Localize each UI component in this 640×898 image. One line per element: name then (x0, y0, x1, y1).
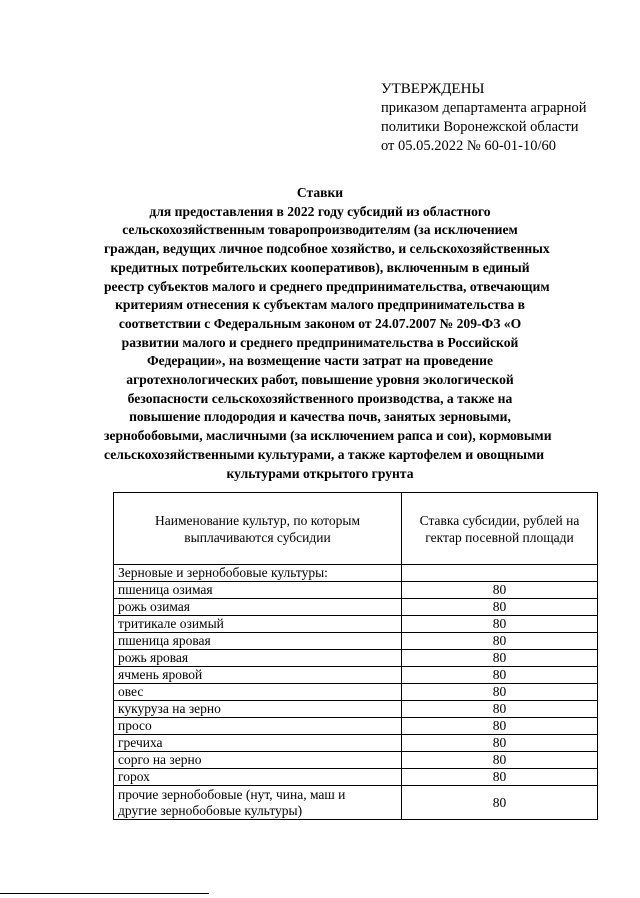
title-line: зернобобовыми, масличными (за исключением рапса и сои), кормовыми (104, 428, 552, 444)
group-label: Зерновые и зернобобовые культуры: (114, 565, 402, 582)
table-row (114, 684, 598, 701)
subsidy-rate: 80 (402, 718, 598, 735)
title-line: агротехнологических работ, повышение уровня экологической (126, 372, 514, 388)
title-line: развитии малого и среднего предпринимательства в Российской (121, 334, 519, 350)
subsidy-rate: 80 (402, 582, 598, 599)
crop-name: ячмень яровой (114, 667, 402, 684)
approval-line: от 05.05.2022 № 60-01-10/60 (381, 138, 557, 154)
table-row (114, 616, 598, 633)
title-line: критериям отнесения к субъектам малого предпринимательства в (115, 297, 525, 313)
title-line: реестр субъектов малого и среднего предпринимательства, отвечающим (104, 278, 550, 294)
subsidy-rate: 80 (402, 650, 598, 667)
table-header-row (114, 493, 598, 565)
subsidy-rate: 80 (402, 633, 598, 650)
title-line: культурами открытого грунта (226, 465, 414, 481)
approval-heading: УТВЕРЖДЕНЫ (381, 81, 485, 97)
crop-name: тритикале озимый (114, 616, 402, 633)
approval-line: политики Воронежской области (381, 119, 579, 135)
document-title (104, 184, 552, 483)
table-group-row (114, 565, 598, 582)
crop-name: пшеница яровая (114, 633, 402, 650)
header-text: Наименование культур, по которым (155, 512, 360, 528)
group-rate-empty (402, 565, 598, 582)
title-line: Федерации», на возмещение части затрат на проведение (146, 353, 494, 369)
table-row (114, 718, 598, 735)
subsidy-rate: 80 (402, 786, 598, 820)
approval-stamp (381, 80, 621, 156)
title-heading: Ставки (296, 185, 344, 200)
crop-name-line: прочие зернобобовые (нут, чина, маш и (118, 786, 346, 802)
crop-name: сорго на зерно (114, 752, 402, 769)
crop-name: рожь яровая (114, 650, 402, 667)
table-row (114, 752, 598, 769)
approval-line: приказом департамента аграрной (381, 100, 587, 116)
table-row (114, 667, 598, 684)
subsidy-rate: 80 (402, 769, 598, 786)
table-row (114, 582, 598, 599)
title-line: граждан, ведущих личное подсобное хозяйство, и сельскохозяйственных (104, 241, 550, 257)
crop-name: гречиха (114, 735, 402, 752)
subsidy-rate: 80 (402, 752, 598, 769)
table-row (114, 735, 598, 752)
footnote-divider (0, 893, 209, 894)
crop-name: кукуруза на зерно (114, 701, 402, 718)
table-row (114, 599, 598, 616)
crop-name: горох (114, 769, 402, 786)
title-line: кредитных потребительских кооперативов), включенным в единый (110, 259, 530, 275)
crop-name: пшеница озимая (114, 582, 402, 599)
subsidy-rate: 80 (402, 599, 598, 616)
subsidy-rate: 80 (402, 701, 598, 718)
table-row (114, 786, 598, 820)
crop-name: просо (114, 718, 402, 735)
header-rate (402, 493, 598, 565)
header-crop-name (114, 493, 402, 565)
title-line: повышение плодородия и качества почв, занятых зерновыми, (129, 409, 511, 425)
subsidy-rate: 80 (402, 684, 598, 701)
crop-name (114, 786, 402, 820)
header-text: выплачиваются субсидии (184, 529, 331, 545)
title-line: соответствии с Федеральным законом от 24.07.2007 № 209-ФЗ «О (118, 315, 522, 331)
crop-name-line: другие зернобобовые культуры) (118, 802, 303, 818)
title-line: сельскохозяйственными культурами, а также картофелем и овощными (104, 446, 545, 462)
subsidy-rate: 80 (402, 667, 598, 684)
crop-name: рожь озимая (114, 599, 402, 616)
table-row (114, 769, 598, 786)
subsidy-rate: 80 (402, 735, 598, 752)
header-text: гектар посевной площади (425, 529, 574, 545)
table-row (114, 650, 598, 667)
table-row (114, 701, 598, 718)
header-text: Ставка субсидии, рублей на (419, 512, 580, 528)
subsidy-rates-table (113, 492, 598, 820)
title-line: сельскохозяйственным товаропроизводителям (за исключением (122, 222, 518, 238)
table-row (114, 633, 598, 650)
crop-name: овес (114, 684, 402, 701)
subsidy-rate: 80 (402, 616, 598, 633)
title-line: для предоставления в 2022 году субсидий из областного (149, 203, 491, 219)
title-line: безопасности сельскохозяйственного производства, а также на (127, 390, 513, 406)
